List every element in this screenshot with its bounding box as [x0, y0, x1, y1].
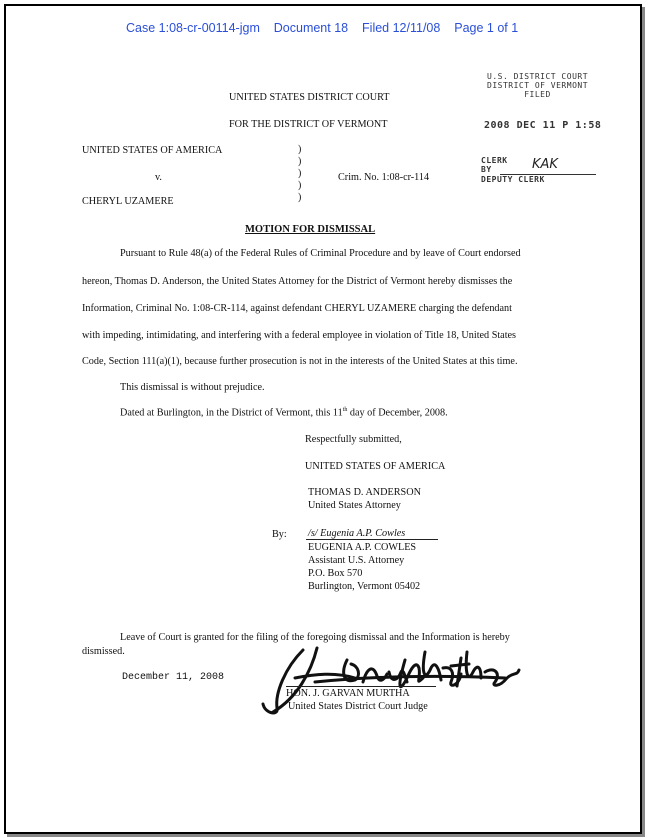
paren-3: )	[298, 168, 302, 179]
city-zip: Burlington, Vermont 05402	[308, 581, 421, 592]
without-prejudice: This dismissal is without prejudice.	[120, 382, 265, 393]
dated-line	[120, 407, 448, 418]
paren-2: )	[298, 156, 302, 167]
electronic-signature: /s/ Eugenia A.P. Cowles	[306, 528, 438, 540]
paren-5: )	[298, 192, 302, 203]
motion-title: MOTION FOR DISMISSAL	[245, 224, 376, 235]
body-line-3: Information, Criminal No. 1:08-CR-114, against defendant CHERYL UZAMERE charging the defendant	[82, 303, 512, 314]
dated-prefix: Dated at Burlington, in the District of Vermont, this 11	[120, 407, 343, 419]
attorney-name: THOMAS D. ANDERSON	[308, 487, 421, 498]
page-count: Page 1 of 1	[454, 21, 519, 35]
body-line-5: Code, Section 111(a)(1), because further prosecution is not in the interests of the United States at this time.	[82, 356, 518, 367]
dated-suffix: day of December, 2008.	[347, 407, 448, 419]
body-line-1: Pursuant to Rule 48(a) of the Federal Rules of Criminal Procedure and by leave of Court endorsed	[120, 248, 521, 259]
filed-stamp	[487, 72, 588, 99]
dated-ordinal: th	[342, 407, 348, 413]
versus: v.	[155, 172, 162, 183]
order-line-2: dismissed.	[82, 646, 125, 657]
stamp-by: BY	[481, 165, 492, 174]
respectfully-submitted: Respectfully submitted,	[305, 434, 402, 445]
judge-title: United States District Court Judge	[288, 701, 428, 712]
stamp-date: 2008 DEC 11 P 1:58	[484, 120, 602, 131]
ecf-header	[126, 21, 518, 35]
filed-date: Filed 12/11/08	[362, 21, 441, 35]
stamp-clerk: CLERK	[481, 156, 508, 165]
attorney-title: United States Attorney	[308, 500, 401, 511]
stamp-deputy: DEPUTY CLERK	[481, 175, 545, 184]
plaintiff: UNITED STATES OF AMERICA	[82, 145, 223, 156]
judge-name: HON. J. GARVAN MURTHA	[286, 686, 436, 699]
paren-4: )	[298, 180, 302, 191]
stamp-line1: U.S. DISTRICT COURT	[487, 72, 589, 81]
paren-1: )	[298, 144, 302, 155]
court-district: FOR THE DISTRICT OF VERMONT	[229, 119, 388, 130]
caption-brackets	[298, 144, 301, 204]
clerk-initials: KAK	[532, 157, 558, 172]
order-line-1: Leave of Court is granted for the filing of the foregoing dismissal and the Information is hereby	[120, 632, 510, 643]
stamp-line2: DISTRICT OF VERMONT	[487, 81, 589, 90]
signature-usa: UNITED STATES OF AMERICA	[305, 461, 446, 472]
court-name: UNITED STATES DISTRICT COURT	[229, 92, 390, 103]
case-number: Case 1:08-cr-00114-jgm	[126, 21, 260, 35]
po-box: P.O. Box 570	[308, 568, 363, 579]
body-line-4: with impeding, intimidating, and interfering with a federal employee in violation of Title 18, United States	[82, 330, 517, 341]
ausa-title: Assistant U.S. Attorney	[308, 555, 405, 566]
stamp-line3: FILED	[524, 90, 551, 99]
document-number: Document 18	[273, 21, 349, 35]
defendant: CHERYL UZAMERE	[82, 196, 174, 207]
by-label: By:	[272, 529, 287, 540]
criminal-number: Crim. No. 1:08-cr-114	[338, 172, 430, 183]
ausa-name: EUGENIA A.P. COWLES	[308, 542, 417, 553]
body-line-2: hereon, Thomas D. Anderson, the United States Attorney for the District of Vermont hereby dismisses the	[82, 276, 513, 287]
order-date: December 11, 2008	[122, 672, 225, 683]
